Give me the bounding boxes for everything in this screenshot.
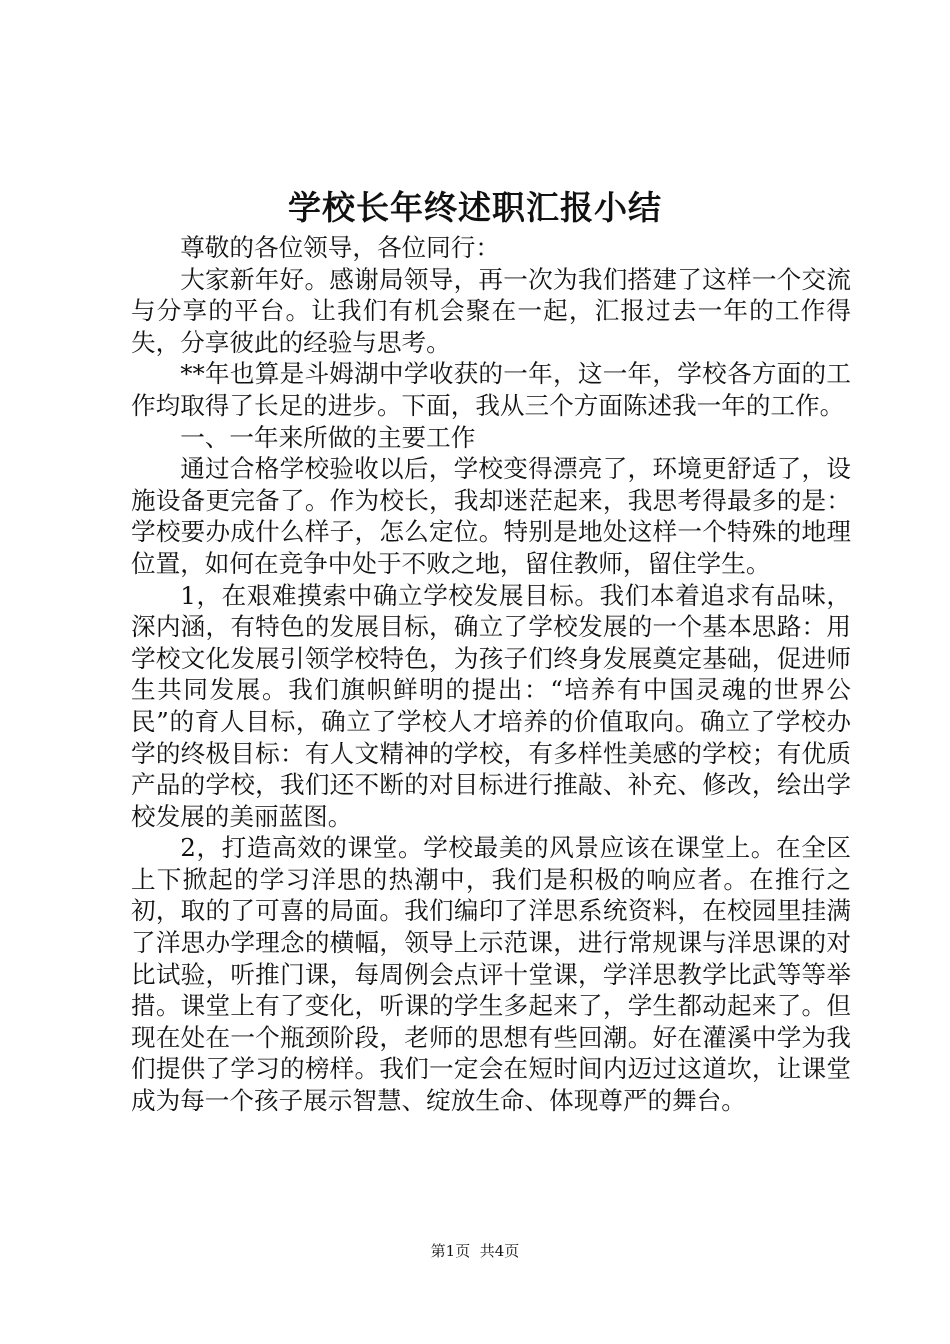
document-body	[131, 232, 851, 1117]
paragraph: **年也算是斗姆湖中学收获的一年，这一年，学校各方面的工作均取得了长足的进步。下面，我从三个方面陈述我一年的工作。	[131, 359, 851, 420]
paragraph: 通过合格学校验收以后，学校变得漂亮了，环境更舒适了，设施设备更完备了。作为校长，我却迷茫起来，我思考得最多的是：学校要办成什么样子，怎么定位。特别是地处这样一个特殊的地理位置，如何在竞争中处于不败之地，留住教师，留住学生。	[131, 454, 851, 578]
page-total: 共4页	[479, 1242, 520, 1260]
page-footer	[0, 1240, 950, 1262]
paragraph: 2，打造高效的课堂。学校最美的风景应该在课堂上。在全区上下掀起的学习洋思的热潮中，我们是积极的响应者。在推行之初，取的了可喜的局面。我们编印了洋思系统资料，在校园里挂满了洋思办学理念的横幅，领导上示范课，进行常规课与洋思课的对比试验，听推门课，每周例会点评十堂课，学洋思教学比武等等举措。课堂上有了变化，听课的学生多起来了，学生都动起来了。但现在处在一个瓶颈阶段，老师的思想有些回潮。好在灌溪中学为我们提供了学习的榜样。我们一定会在短时间内迈过这道坎，让课堂成为每一个孩子展示智慧、绽放生命、体现尊严的舞台。	[131, 833, 851, 1116]
document-title: 学校长年终述职汇报小结	[288, 188, 662, 227]
page-number: 第1页	[430, 1242, 471, 1260]
section-heading: 一、一年来所做的主要工作	[180, 422, 476, 452]
paragraph: 1，在艰难摸索中确立学校发展目标。我们本着追求有品味，深内涵，有特色的发展目标，确立了学校发展的一个基本思路：用学校文化发展引领学校特色，为孩子们终身发展奠定基础，促进师生共同发展。我们旗帜鲜明的提出：“培养有中国灵魂的世界公民”的育人目标，确立了学校人才培养的价值取向。确立了学校办学的终极目标：有人文精神的学校，有多样性美感的学校；有优质产品的学校，我们还不断的对目标进行推敲、补充、修改，绘出学校发展的美丽蓝图。	[131, 580, 851, 831]
paragraph: 大家新年好。感谢局领导，再一次为我们搭建了这样一个交流与分享的平台。让我们有机会聚在一起，汇报过去一年的工作得失，分享彼此的经验与思考。	[131, 264, 851, 357]
paragraph-salutation: 尊敬的各位领导，各位同行：	[180, 233, 500, 262]
